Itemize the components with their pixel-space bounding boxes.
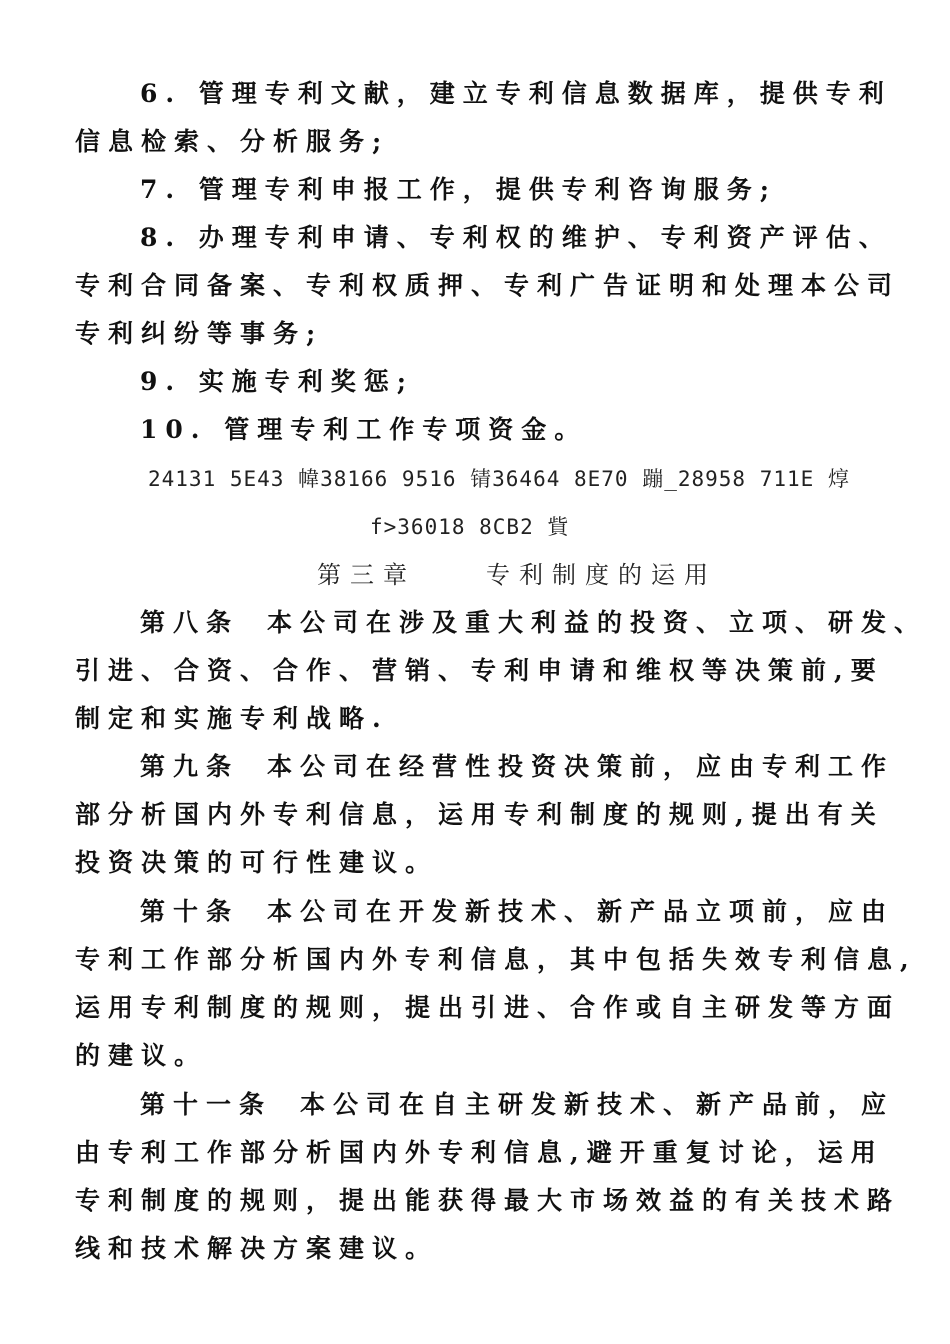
article-9-line-2: 部分析国内外专利信息，运用专利制度的规则,提出有关 [75,800,884,829]
list-item-8-line-1: 8. 办理专利申请、专利权的维护、专利资产评估、 [140,223,892,252]
garbled-text-line-1: 24131 5E43 幃38166 9516 锖36464 8E70 蹦_28958 711E 焞 [148,467,850,491]
article-8-line-2: 引进、合资、合作、营销、专利申请和维权等决策前,要 [75,656,884,685]
list-item-10: 10. 管理专利工作专项资金。 [140,415,588,444]
article-8-line-3: 制定和实施专利战略. [75,704,389,733]
list-item-8-line-2: 专利合同备案、专利权质押、专利广告证明和处理本公司 [75,271,901,300]
list-item-9: 9. 实施专利奖惩; [140,367,415,396]
article-11-line-2: 由专利工作部分析国内外专利信息,避开重复讨论，运用 [75,1138,884,1167]
article-10-text-1: 本公司在开发新技术、新产品立项前，应由 [267,897,895,926]
article-9-label: 第九条 [140,752,240,781]
garbled-text-line-2: f>36018 8CB2 貲 [370,515,570,539]
article-11-line-1 [140,1090,894,1120]
article-8-label: 第八条 [140,608,240,637]
list-item-7: 7. 管理专利申报工作，提供专利咨询服务; [140,175,778,204]
article-11-text-1: 本公司在自主研发新技术、新产品前，应 [300,1090,895,1119]
article-10-label: 第十条 [140,897,240,926]
article-10-line-1 [140,897,894,927]
article-9-line-3: 投资决策的可行性建议。 [75,848,439,877]
article-9-text-1: 本公司在经营性投资决策前，应由专利工作 [267,752,895,781]
chapter-heading [317,560,717,590]
list-item-6-line-2: 信息检索、分析服务; [75,127,390,156]
article-10-line-4: 的建议。 [75,1041,208,1070]
list-item-6-line-1: 6. 管理专利文献，建立专利信息数据库，提供专利 [140,79,892,108]
article-10-line-2: 专利工作部分析国内外专利信息，其中包括失效专利信息, [75,945,917,974]
chapter-number: 第三章 [317,561,416,589]
article-10-line-3: 运用专利制度的规则，提出引进、合作或自主研发等方面 [75,993,901,1022]
article-8-text-1: 本公司在涉及重大利益的投资、立项、研发、 [267,608,928,637]
article-11-line-4: 线和技术解决方案建议。 [75,1234,439,1263]
article-11-label: 第十一条 [140,1090,273,1119]
chapter-title: 专利制度的运用 [486,561,717,589]
article-8-line-1 [140,608,927,638]
list-item-8-line-3: 专利纠纷等事务; [75,319,324,348]
article-9-line-1 [140,752,894,782]
article-11-line-3: 专利制度的规则，提出能获得最大市场效益的有关技术路 [75,1186,901,1215]
